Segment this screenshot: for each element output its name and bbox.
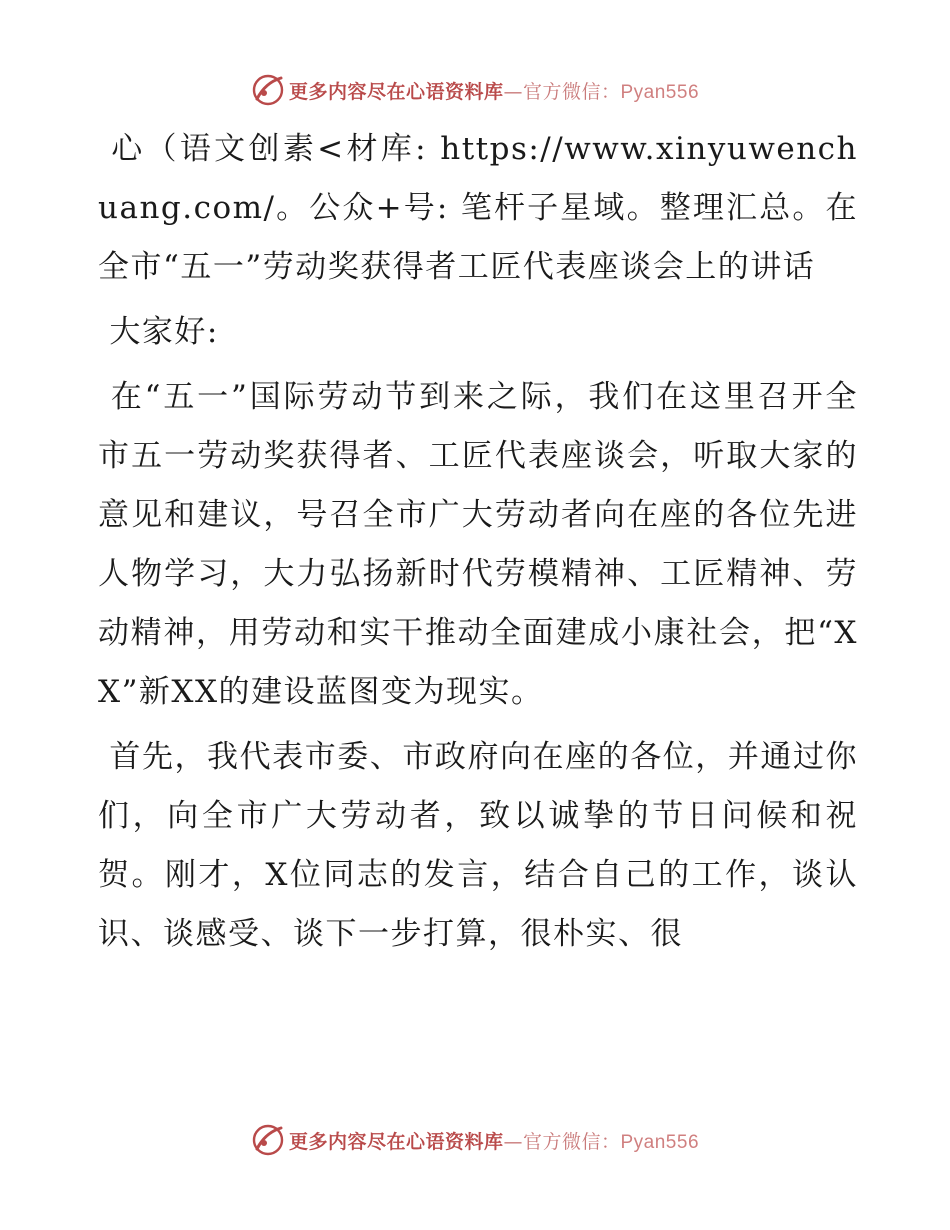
footer-banner-prefix: 更多内容尽在心语资料库 [288, 1130, 504, 1153]
footer-banner-wechat-id: Pyan556 [620, 1131, 700, 1153]
header-banner-wechat-id: Pyan556 [620, 81, 700, 103]
header-banner-suffix: 官方微信： [522, 80, 621, 103]
header-watermark-banner [0, 70, 950, 110]
header-banner-separator: — [503, 80, 523, 103]
header-banner-prefix: 更多内容尽在心语资料库 [288, 80, 504, 103]
paragraph-title: 心（语文创素<材库: https://www.xinyuwenchuang.com/。公众+号: 笔杆子星域。整理汇总。在全市“五一”劳动奖获得者工匠代表座谈会上的讲话 [98, 131, 858, 285]
pen-logo-icon [251, 1123, 285, 1157]
paragraph-greeting: 大家好: [98, 314, 219, 350]
footer-banner-separator: — [503, 1130, 523, 1153]
document-body [98, 120, 858, 964]
pen-logo-icon [251, 73, 285, 107]
footer-banner-text [289, 1127, 699, 1154]
header-banner-text [289, 77, 699, 104]
footer-banner-suffix: 官方微信： [522, 1130, 621, 1153]
paragraph-opening: 在“五一”国际劳动节到来之际，我们在这里召开全市五一劳动奖获得者、工匠代表座谈会，听取大家的意见和建议，号召全市广大劳动者向在座的各位先进人物学习，大力弘扬新时代劳模精神、工匠精神、劳动精神，用劳动和实干推动全面建成小康社会，把“XX”新XX的建设蓝图变为现实。 [98, 379, 858, 710]
paragraph-thanks: 首先，我代表市委、市政府向在座的各位，并通过你们，向全市广大劳动者，致以诚挚的节日问候和祝贺。刚才，X位同志的发言，结合自己的工作，谈认识、谈感受、谈下一步打算，很朴实、很 [98, 739, 858, 952]
footer-watermark-banner [0, 1120, 950, 1160]
